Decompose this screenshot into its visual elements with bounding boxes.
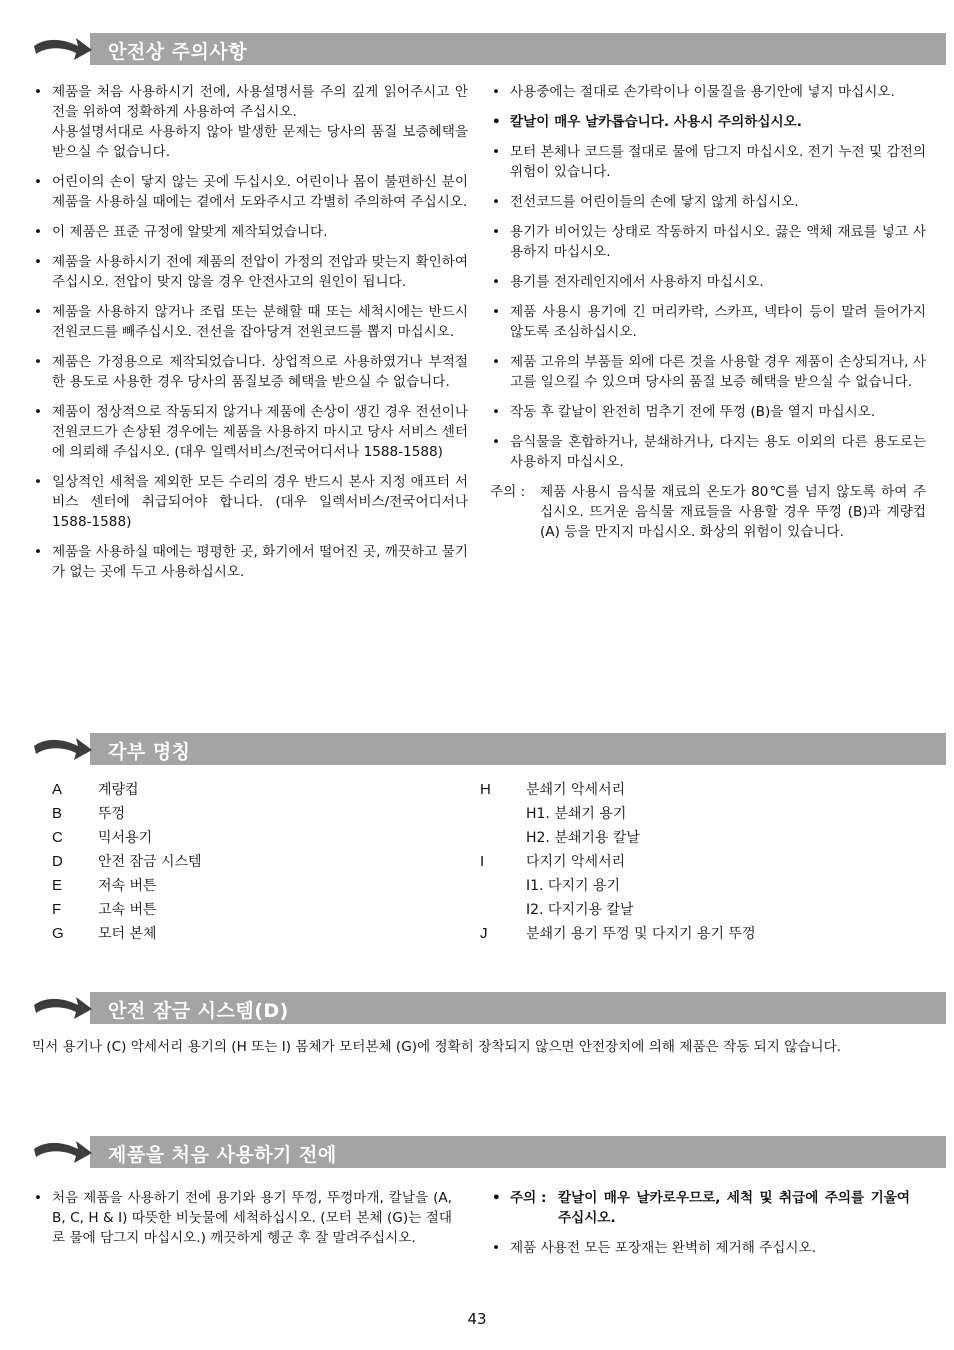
lock-description: 믹서 용기나 (C) 악세서리 용기의 (H 또는 I) 몸체가 모터본체 (G)에 정확히 장착되지 않으면 안전장치에 의해 제품은 작동 되지 않습니다. <box>32 1039 842 1055</box>
part-letter: H <box>480 781 491 798</box>
arrow-icon <box>30 732 96 766</box>
part-name: 분쇄기 악세서리 <box>526 782 626 798</box>
part-name: 모터 본체 <box>98 926 157 942</box>
part-row <box>480 874 920 898</box>
list-item-text: • 제품 고유의 부품들 외에 다른 것을 사용할 경우 제품이 손상되거나, 사고를 일으킬 수 있으며 당사의 품질 보증 혜택을 받으실 수 없습니다. <box>510 354 926 390</box>
safety-note <box>490 482 926 542</box>
list-item <box>490 192 926 212</box>
list-item-text: • 용기가 비어있는 상태로 작동하지 마십시오. 끓은 액체 재료를 넣고 사용하지 마십시오. <box>510 224 926 260</box>
arrow-icon <box>30 32 96 66</box>
list-item <box>32 542 468 582</box>
list-item-text: • 제품을 사용하지 않거나 조립 또는 분해할 때 또는 세척시에는 반드시 전원코드를 빼주십시오. 전선을 잡아당겨 전원코드를 뽑지 마십시오. <box>52 304 468 340</box>
section-header-safety <box>30 32 946 66</box>
section-header-parts <box>30 732 946 766</box>
list-item <box>490 352 926 392</box>
part-row <box>52 850 452 874</box>
note-label: 주의 : <box>490 484 526 500</box>
list-item-text: • 처음 제품을 사용하기 전에 용기와 용기 뚜껑, 뚜껑마개, 칼날을 (A, B, C, H & I) 따뜻한 비눗물에 세척하십시오. (모터 본체 (G)는 절대로 물에 담그지 마십시오.) 깨끗하게 헹군 후 잘 말려주십시오. <box>52 1190 452 1246</box>
part-row <box>52 874 452 898</box>
part-letter <box>480 874 526 898</box>
list-item <box>32 82 468 162</box>
header-bar <box>90 733 946 765</box>
part-row <box>480 898 920 922</box>
parts-left-list <box>52 778 452 946</box>
note-text: 제품 사용시 음식물 재료의 온도가 80℃를 넘지 않도록 하여 주십시오. 뜨거운 음식물 재료들을 사용할 경우 뚜껑 (B)과 계량컵(A) 등을 만지지 마십시오. 화상의 위험이 있습니다. <box>540 484 926 540</box>
part-name: 안전 잠금 시스템 <box>98 854 202 870</box>
list-item-text: • 제품 사용시 용기에 긴 머리카락, 스카프, 넥타이 등이 말려 들어가지 않도록 조심하십시오. <box>510 304 926 340</box>
list-item-text: • 제품은 가정용으로 제작되었습니다. 상업적으로 사용하였거나 부적절한 용도로 사용한 경우 당사의 품질보증 혜택을 받으실 수 없습니다. <box>52 354 468 390</box>
part-letter: C <box>52 829 63 846</box>
list-item-text: • 제품이 정상적으로 작동되지 않거나 제품에 손상이 생긴 경우 전선이나 전원코드가 손상된 경우에는 제품을 사용하지 마시고 당사 서비스 센터에 의뢰해 주십시오. (대우 일렉서비스/전국어디서나 1588-1588) <box>52 404 468 460</box>
part-letter: F <box>52 901 62 918</box>
list-item <box>32 302 468 342</box>
arrow-icon <box>30 1135 96 1169</box>
list-item <box>32 1188 452 1248</box>
part-letter: E <box>52 877 63 894</box>
part-name: I1. 다지기 용기 <box>526 878 621 894</box>
safety-left-column <box>32 82 468 592</box>
list-item-text: • 전선코드를 어린이들의 손에 닿지 않게 하십시오. <box>510 194 799 210</box>
first-use-right-column <box>490 1188 910 1268</box>
part-letter <box>480 802 526 826</box>
parts-right-list <box>480 778 920 946</box>
first-use-left-column <box>32 1188 452 1258</box>
part-letter: A <box>52 781 63 798</box>
section-title: 제품을 처음 사용하기 전에 <box>108 1144 337 1166</box>
page-number: 43 <box>467 1310 487 1328</box>
list-item <box>32 172 468 212</box>
part-name: H2. 분쇄기용 칼날 <box>526 830 640 846</box>
section-title: 안전상 주의사항 <box>108 41 248 63</box>
part-row <box>480 778 920 802</box>
part-name: 다지기 악세서리 <box>526 854 626 870</box>
list-item <box>490 142 926 182</box>
part-name: H1. 분쇄기 용기 <box>526 806 627 822</box>
list-item <box>490 112 926 132</box>
part-letter: I <box>480 853 485 870</box>
part-name: 계량컵 <box>98 782 139 798</box>
part-row <box>480 922 920 946</box>
list-item <box>490 432 926 472</box>
list-item-text: • 제품을 사용하시기 전에 제품의 전압이 가정의 전압과 맞는지 확인하여 주십시오. 전압이 맞지 않을 경우 안전사고의 원인이 됩니다. <box>52 254 468 290</box>
list-item-text: • 제품을 사용하실 때에는 평평한 곳, 화기에서 떨어진 곳, 깨끗하고 물기가 없는 곳에 두고 사용하십시오. <box>52 544 468 580</box>
list-item <box>490 82 926 102</box>
note-text: 칼날이 매우 날카로우므로, 세척 및 취급에 주의를 기울여 주십시오. <box>558 1190 910 1226</box>
part-letter: G <box>52 925 64 942</box>
note-label: • 주의 : <box>510 1190 547 1206</box>
part-name: 뚜껑 <box>98 806 126 822</box>
safety-right-column <box>490 82 926 542</box>
list-item <box>32 402 468 462</box>
arrow-icon <box>30 991 96 1025</box>
list-item-text: • 칼날이 매우 날카롭습니다. 사용시 주의하십시오. <box>510 114 802 130</box>
list-item-text: • 음식물을 혼합하거나, 분쇄하거나, 다지는 용도 이외의 다른 용도로는 사용하지 마십시오. <box>510 434 926 470</box>
part-row <box>52 778 452 802</box>
part-letter <box>480 898 526 922</box>
list-item <box>32 222 468 242</box>
list-item <box>490 302 926 342</box>
part-row <box>52 802 452 826</box>
section-header-first-use <box>30 1135 946 1169</box>
part-row <box>52 826 452 850</box>
list-item <box>32 472 468 532</box>
list-item <box>490 402 926 422</box>
part-name: 믹서용기 <box>98 830 153 846</box>
list-item-text: • 용기를 전자레인지에서 사용하지 마십시오. <box>510 274 764 290</box>
part-letter: D <box>52 853 63 870</box>
part-letter <box>480 826 526 850</box>
part-row <box>52 922 452 946</box>
part-letter: B <box>52 805 63 822</box>
part-name: 고속 버튼 <box>98 902 157 918</box>
list-item-text: • 모터 본체나 코드를 절대로 물에 담그지 마십시오. 전기 누전 및 감전의 위험이 있습니다. <box>510 144 926 180</box>
section-header-lock <box>30 991 946 1025</box>
list-item <box>490 222 926 262</box>
section-title: 각부 명칭 <box>108 741 191 763</box>
part-name: I2. 다지기용 칼날 <box>526 902 634 918</box>
part-row <box>52 898 452 922</box>
list-item-text: • 이 제품은 표준 규정에 알맞게 제작되었습니다. <box>52 224 328 240</box>
list-item <box>32 352 468 392</box>
list-item <box>490 272 926 292</box>
list-item <box>32 252 468 292</box>
part-name: 저속 버튼 <box>98 878 157 894</box>
list-item-text: 사용설명서대로 사용하지 않아 발생한 문제는 당사의 품질 보증혜택을 받으실 수 없습니다. <box>52 124 468 160</box>
section-title: 안전 잠금 시스템(D) <box>108 1000 289 1022</box>
part-name: 분쇄기 용기 뚜껑 및 다지기 용기 뚜껑 <box>526 926 756 942</box>
list-item-text: • 일상적인 세척을 제외한 모든 수리의 경우 반드시 본사 지정 애프터 서비스 센터에 취급되어야 합니다. (대우 일렉서비스/전국어디서나 1588-1588) <box>52 474 468 530</box>
list-item-text: • 어린이의 손이 닿지 않는 곳에 두십시오. 어린이나 몸이 불편하신 분이 제품을 사용하실 때에는 곁에서 도와주시고 각별히 주의하여 주십시오. <box>52 174 468 210</box>
first-use-note-item <box>490 1188 910 1228</box>
list-item-text: • 제품을 처음 사용하시기 전에, 사용설명서를 주의 깊게 읽어주시고 안전을 위하여 정확하게 사용하여 주십시오. <box>52 84 468 120</box>
list-item-text: • 작동 후 칼날이 완전히 멈추기 전에 뚜껑 (B)을 열지 마십시오. <box>510 404 876 420</box>
list-item: • 제품 사용전 모든 포장재는 완벽히 제거해 주십시오. <box>490 1238 910 1258</box>
part-row <box>480 802 920 826</box>
part-row <box>480 850 920 874</box>
list-item-text: • 사용중에는 절대로 손가락이나 이물질을 용기안에 넣지 마십시오. <box>510 84 895 100</box>
part-row <box>480 826 920 850</box>
part-letter: J <box>480 925 488 942</box>
